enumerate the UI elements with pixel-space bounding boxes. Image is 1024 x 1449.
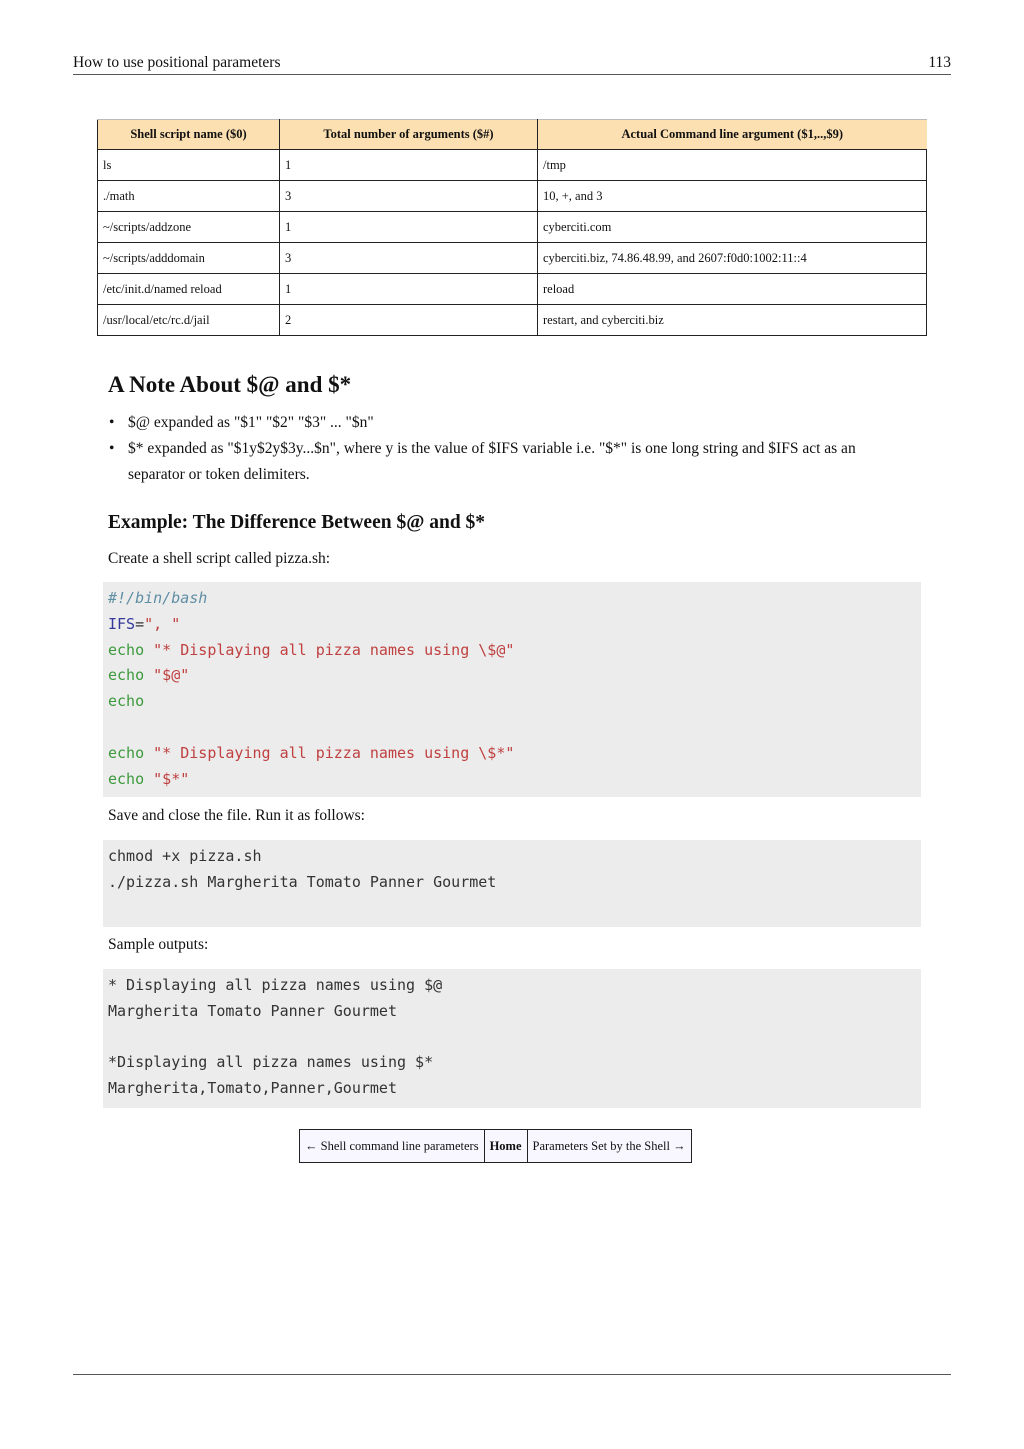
column-header: Actual Command line argument ($1,..,$9)	[538, 120, 927, 150]
table-cell: reload	[538, 274, 927, 305]
table-cell: ~/scripts/adddomain	[98, 243, 280, 274]
table-cell: ~/scripts/addzone	[98, 212, 280, 243]
table-cell: 3	[280, 181, 538, 212]
code-line: Margherita,Tomato,Panner,Gourmet	[108, 1079, 397, 1098]
code-line	[108, 715, 916, 741]
column-header: Shell script name ($0)	[98, 120, 280, 150]
table-cell: /tmp	[538, 150, 927, 181]
note-heading: A Note About $@ and $*	[108, 372, 352, 397]
code-string: "* Displaying all pizza names using \$@"	[153, 640, 515, 659]
table-cell: 1	[280, 150, 538, 181]
prev-page-link[interactable]: ← Shell command line parameters	[300, 1130, 485, 1162]
table-cell: restart, and cyberciti.biz	[538, 305, 927, 336]
code-line	[108, 1025, 916, 1051]
code-string: "$*"	[153, 769, 190, 788]
table-row	[98, 150, 927, 181]
table-cell: 2	[280, 305, 538, 336]
code-keyword: echo	[108, 769, 145, 788]
list-item	[108, 410, 908, 436]
code-line	[108, 612, 916, 638]
code-string: ", "	[144, 614, 181, 633]
code-line	[108, 767, 916, 793]
code-line	[108, 689, 916, 715]
code-line	[108, 663, 916, 689]
table-cell: ls	[98, 150, 280, 181]
table-cell: 10, +, and 3	[538, 181, 927, 212]
table-cell: /etc/init.d/named reload	[98, 274, 280, 305]
page-navigation	[299, 1129, 692, 1163]
positional-parameters-table	[97, 119, 927, 336]
table-row	[98, 274, 927, 305]
save-instruction: Save and close the file. Run it as follows:	[108, 807, 365, 824]
code-operator: =	[135, 614, 145, 633]
sample-outputs-label: Sample outputs:	[108, 936, 209, 953]
code-keyword: echo	[108, 666, 145, 685]
code-comment: #!/bin/bash	[108, 589, 208, 607]
note-bullet-list	[108, 410, 908, 488]
bullet-icon: •	[109, 440, 115, 457]
chapter-title: How to use positional parameters	[73, 54, 281, 71]
table-cell: cyberciti.biz, 74.86.48.99, and 2607:f0d0:1002:11::4	[538, 243, 927, 274]
code-line: *Displaying all pizza names using $*	[108, 1053, 434, 1072]
code-line	[108, 638, 916, 664]
next-page-link[interactable]: Parameters Set by the Shell →	[532, 1138, 686, 1153]
table-cell: /usr/local/etc/rc.d/jail	[98, 305, 280, 336]
code-string: "* Displaying all pizza names using \$*"	[153, 743, 515, 762]
code-string: "$@"	[153, 666, 190, 685]
home-link[interactable]: Home	[485, 1130, 528, 1162]
run-command-block	[103, 840, 921, 927]
bullet-text: $* expanded as "$1y$2y$3y...$n", where y is the value of $IFS variable i.e. "$*" is one long string and $IFS act as an separator or token delimiters.	[128, 440, 856, 483]
bullet-text: $@ expanded as "$1" "$2" "$3" ... "$n"	[128, 414, 374, 431]
page-number: 113	[928, 54, 951, 71]
bullet-icon: •	[109, 414, 115, 431]
code-line: Margherita Tomato Panner Gourmet	[108, 1001, 397, 1020]
code-keyword: echo	[108, 743, 145, 762]
script-code-block	[103, 582, 921, 797]
column-header: Total number of arguments ($#)	[280, 120, 538, 150]
table-row	[98, 181, 927, 212]
example-intro: Create a shell script called pizza.sh:	[108, 550, 331, 567]
output-block	[103, 969, 921, 1108]
table-row	[98, 212, 927, 243]
table-cell: ./math	[98, 181, 280, 212]
code-line	[108, 586, 916, 612]
table-header-row	[98, 120, 927, 150]
code-line: chmod +x pizza.sh	[108, 847, 262, 865]
footer-rule	[73, 1374, 951, 1375]
table-cell: 1	[280, 212, 538, 243]
code-keyword: echo	[108, 692, 145, 711]
example-heading: Example: The Difference Between $@ and $*	[108, 512, 486, 533]
code-line: ./pizza.sh Margherita Tomato Panner Gourmet	[108, 872, 497, 891]
table-cell: 3	[280, 243, 538, 274]
table-cell: 1	[280, 274, 538, 305]
code-keyword: echo	[108, 640, 145, 659]
list-item	[108, 436, 908, 488]
table-row	[98, 305, 927, 336]
code-line: * Displaying all pizza names using $@	[108, 976, 443, 994]
table-row	[98, 243, 927, 274]
running-header	[73, 50, 951, 75]
code-variable: IFS	[108, 614, 136, 633]
table-cell: cyberciti.com	[538, 212, 927, 243]
code-line	[108, 741, 916, 767]
